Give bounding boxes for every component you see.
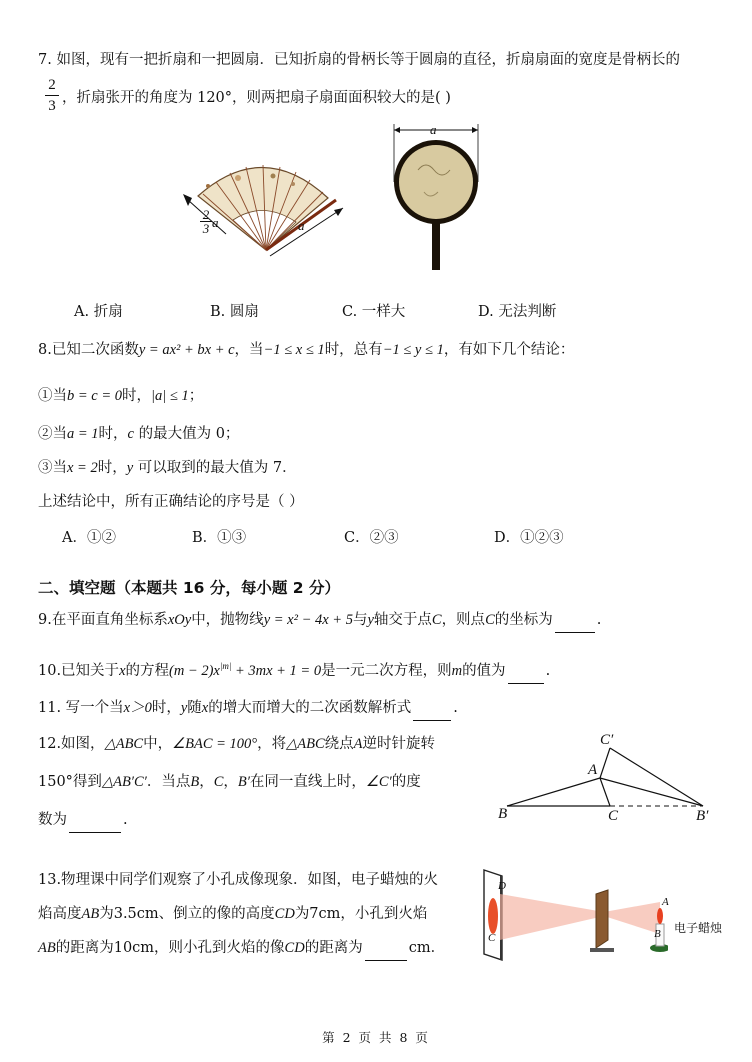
q11-answer-blank[interactable] [413,700,451,721]
q8-option-b[interactable]: B．①③ [192,530,247,546]
q12-line2: 150°得到△AB′C′．当点B，C，B′在同一直线上时，∠C′的度 [38,774,421,790]
q9: 9.在平面直角坐标系xOy中，抛物线y = x² − 4x + 5与y轴交于点C，则点C的坐标为 . [38,610,601,633]
fig-label-c: C [608,808,619,824]
fig-label-c-prime: C′ [600,732,614,748]
q10: 10.已知关于x的方程$(m - 2)x^{|m|} + 3mx + 1 = 0$是一元二次方程，则m的值为 . [38,656,550,684]
fan-width-var: a [212,215,219,230]
page-footer: 第 2 页 共 8 页 [322,1030,430,1045]
q8-option-c[interactable]: C．②③ [344,530,399,546]
fig-label-c13: C [488,932,496,944]
q12-answer-blank[interactable] [69,812,121,833]
fig-label-d: D [498,880,506,892]
q8-ask: 上述结论中，所有正确结论的序号是（ ） [38,494,304,510]
fig-label-b13: B [654,928,661,940]
q7-option-c[interactable]: C. 一样大 [342,304,406,320]
fan-rib-label: a [298,218,305,233]
q7-fraction: 2 3 [44,76,60,115]
q13-line3: AB的距离为10cm，则小孔到火焰的像CD的距离为 cm． [38,938,445,961]
q8-stem: 8.已知二次函数y = ax² + bx + c，当−1 ≤ x ≤ 1时，总有−1 ≤ y ≤ 1，有如下几个结论： [38,342,575,358]
q12-line1: 12.如图，△ABC中，∠BAC = 100°，将△ABC绕点A逆时针旋转 [38,736,435,752]
q10-answer-blank[interactable] [508,663,544,684]
candle-label: 电子蜡烛 [674,921,723,935]
q8-option-a[interactable]: A．①② [62,530,116,546]
q7-option-a[interactable]: A. 折扇 [74,304,123,320]
round-fan-figure [388,122,484,274]
q13-line1: 13.物理课中同学们观察了小孔成像现象．如图，电子蜡烛的火 [38,872,439,888]
q13-answer-blank[interactable] [365,940,407,961]
folding-fan-figure [178,148,348,258]
section-heading: 二、填空题（本题共 16 分，每小题 2 分） [38,579,340,597]
q8-conclusion-1: ①当b = c = 0时，|a| ≤ 1； [38,388,204,404]
round-fan-diameter-label: a [430,122,437,137]
q9-answer-blank[interactable] [555,612,595,633]
q8-conclusion-2: ②当a = 1时，c 的最大值为 0； [38,426,240,442]
q7-stem-line1: 7. 如图，现有一把折扇和一把圆扇．已知折扇的骨柄长等于圆扇的直径，折扇扇面的宽度是骨柄长的 [38,52,680,68]
q11: 11. 写一个当x＞0时，y随x的增大而增大的二次函数解析式 . [38,698,458,721]
q7-option-d[interactable]: D. 无法判断 [478,304,557,320]
fig-label-b-prime: B′ [696,808,709,824]
q8-conclusion-3: ③当x = 2时，y 可以取到的最大值为 7． [38,460,297,476]
fan-width-label: 2 3 [200,208,212,235]
q8-option-d[interactable]: D．①②③ [494,530,564,546]
fig-label-a13: A [662,896,669,908]
q7-option-b[interactable]: B. 圆扇 [210,304,259,320]
q13-line2: 焰高度AB为3.5cm、倒立的像的高度CD为7cm，小孔到火焰 [38,906,428,922]
fig-label-b: B [498,806,508,822]
q7-stem-line2: ，折扇张开的角度为 120°，则两把扇子扇面面积较大的是( ) [62,90,451,106]
q12-line3: 数为 . [38,810,128,833]
pinhole-camera-figure [478,864,668,964]
fig-label-a: A [588,762,598,778]
